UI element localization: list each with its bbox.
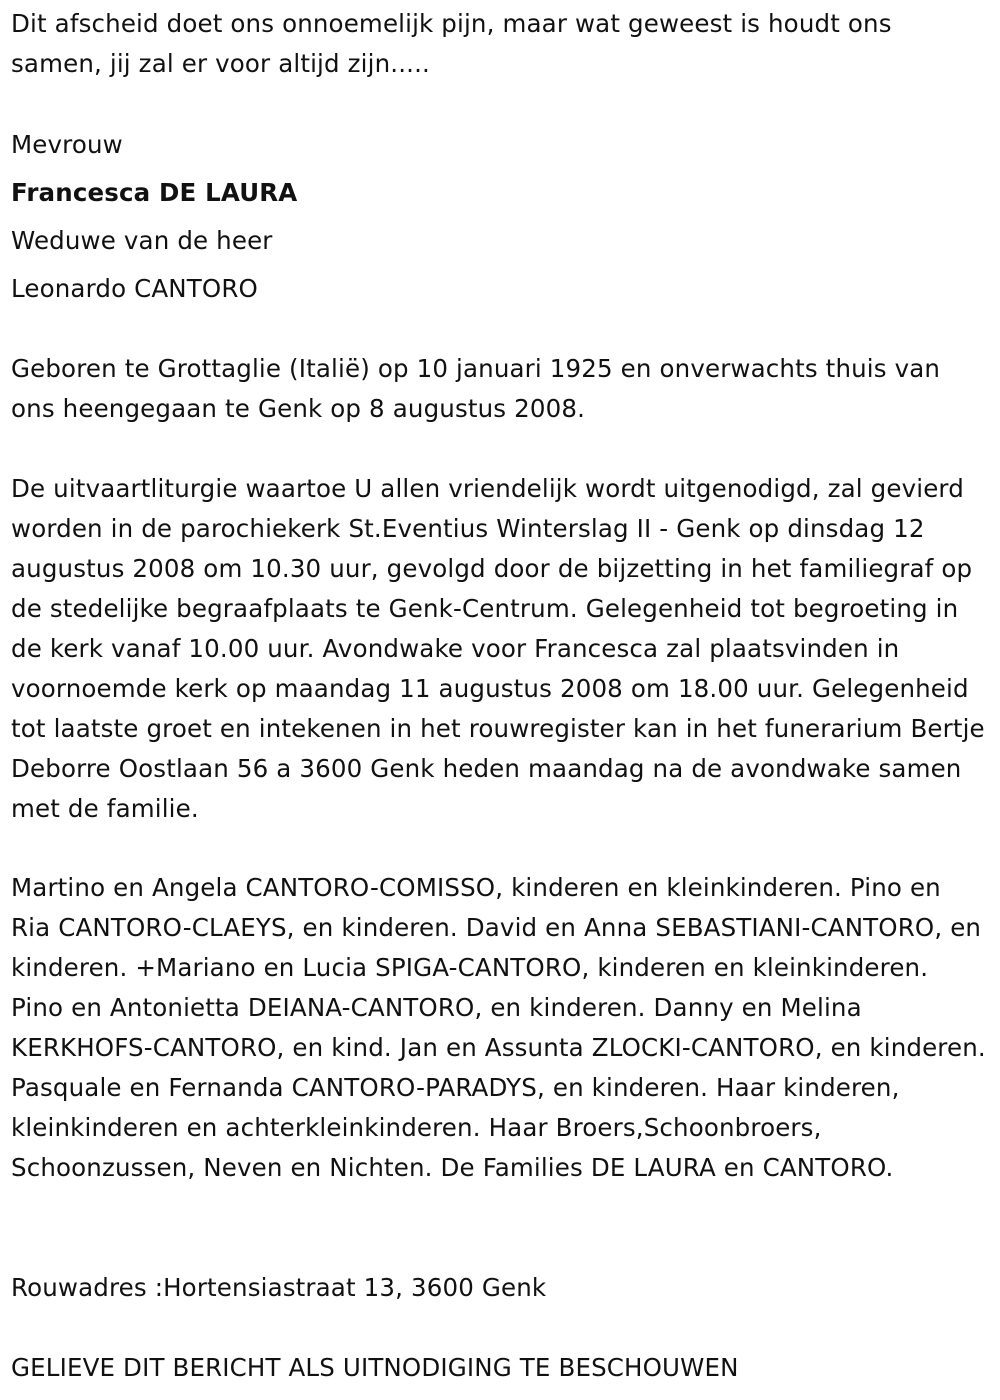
title-prefix: Mevrouw <box>11 130 123 159</box>
widow-line: Weduwe van de heer <box>11 226 273 255</box>
mourning-address: Rouwadres :Hortensiastraat 13, 3600 Genk <box>11 1273 547 1302</box>
intro-text: Dit afscheid doet ons onnoemelijk pijn, maar wat geweest is houdt ons samen, jij zal er voor altijd zijn..... <box>11 9 892 78</box>
funeral-paragraph: De uitvaartliturgie waartoe U allen vriendelijk wordt uitgenodigd, zal gevierd worden in de parochiekerk St.Eventius Winterslag II - Genk op dinsdag 12 augustus 2008 om 10.30 uur, gevolgd door de bijzetting in het familiegraf op de stedelijke begraafplaats te Genk-Centrum. Gelegenheid tot begroeting in de kerk vanaf 10.00 uur. Avondwake voor Francesca zal plaatsvinden in voornoemde kerk op maandag 11 augustus 2008 om 18.00 uur. Gelegenheid tot laatste groet en intekenen in het rouwregister kan in het funerarium Bertje Deborre Oostlaan 56 a 3600 Genk heden maandag na de avondwake samen met de familie. <box>11 474 985 823</box>
closing-notice: GELIEVE DIT BERICHT ALS UITNODIGING TE BESCHOUWEN <box>11 1353 739 1382</box>
family-paragraph: Martino en Angela CANTORO-COMISSO, kinderen en kleinkinderen. Pino en Ria CANTORO-CLAEYS, en kinderen. David en Anna SEBASTIANI-CANTORO, en kinderen. +Mariano en Lucia SPIGA-CANTORO, kinderen en kleinkinderen. Pino en Antonietta DEIANA-CANTORO, en kinderen. Danny en Melina KERKHOFS-CANTORO, en kind. Jan en Assunta ZLOCKI-CANTORO, en kinderen. Pasquale en Fernanda CANTORO-PARADYS, en kinderen. Haar kinderen, kleinkinderen en achterkleinkinderen. Haar Broers,Schoonbroers, Schoonzussen, Neven en Nichten. De Families DE LAURA en CANTORO. <box>11 873 986 1182</box>
spouse-name: Leonardo CANTORO <box>11 274 258 303</box>
birth-death-paragraph: Geboren te Grottaglie (Italië) op 10 januari 1925 en onverwachts thuis van ons heengegaan te Genk op 8 augustus 2008. <box>11 354 941 423</box>
deceased-name: Francesca DE LAURA <box>11 178 298 207</box>
